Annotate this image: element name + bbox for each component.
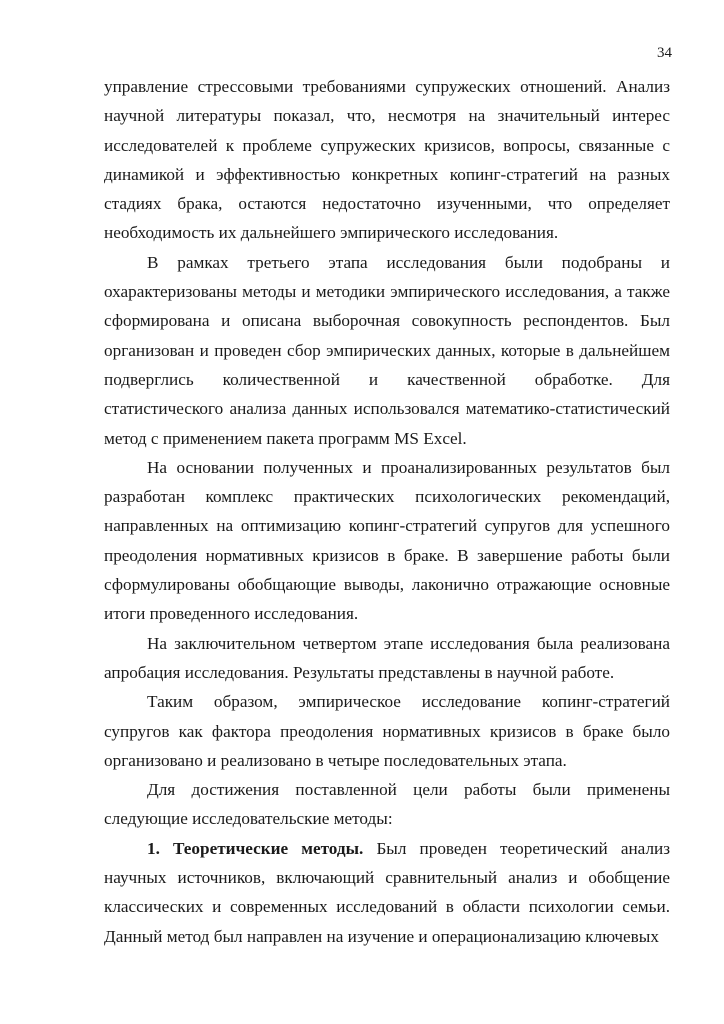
paragraph-recommendations: На основании полученных и проанализированных результатов был разработан комплекс практических психологических рекомендаций, направленных на оптимизацию копинг-стратегий супругов для успешного преодоления нормативных кризисов в браке. В завершение работы были сформулированы обобщающие выводы, лаконично отражающие основные итоги проведенного исследования.: [104, 457, 670, 624]
page-number: 34: [657, 45, 672, 61]
list-item-text: Был проведен теоретический анализ научных источников, включающий сравнительный анализ и обобщение классических и современных исследований в области психологии семьи. Данный метод был направлен на изучение и операционализацию ключевых: [104, 838, 671, 946]
paragraph-methods-intro: Для достижения поставленной цели работы были применены следующие исследовательские методы:: [104, 780, 670, 829]
document-body: [104, 72, 670, 951]
paragraph-stress-analysis: управление стрессовыми требованиями супружеских отношений. Анализ научной литературы показал, что, несмотря на значительный интерес исследователей к проблеме супружеских кризисов, вопросы, связанные с динамикой и эффективностью конкретных копинг-стратегий на разных стадиях брака, остаются недостаточно изученными, что определяет необходимость их дальнейшего эмпирического исследования.: [104, 77, 670, 243]
paragraph-third-stage: В рамках третьего этапа исследования были подобраны и охарактеризованы методы и методики эмпирического исследования, а также сформирована и описана выборочная совокупность респондентов. Был организован и проведен сбор эмпирических данных, которые в дальнейшем подверглись количественной и качественной обработке. Для статистического анализа данных использовался математико-статистический метод с применением пакета программ MS Excel.: [104, 252, 670, 448]
list-item-number: 1.: [147, 838, 160, 858]
paragraph-conclusion: Таким образом, эмпирическое исследование копинг-стратегий супругов как фактора преодоления нормативных кризисов в браке было организовано и реализовано в четыре последовательных этапа.: [104, 692, 670, 770]
list-item-theoretical-methods: [104, 834, 670, 951]
list-item-term: Теоретические методы.: [173, 838, 364, 858]
paragraph-fourth-stage: На заключительном четвертом этапе исследования была реализована апробация исследования. Результаты представлены в научной работе.: [104, 633, 670, 682]
